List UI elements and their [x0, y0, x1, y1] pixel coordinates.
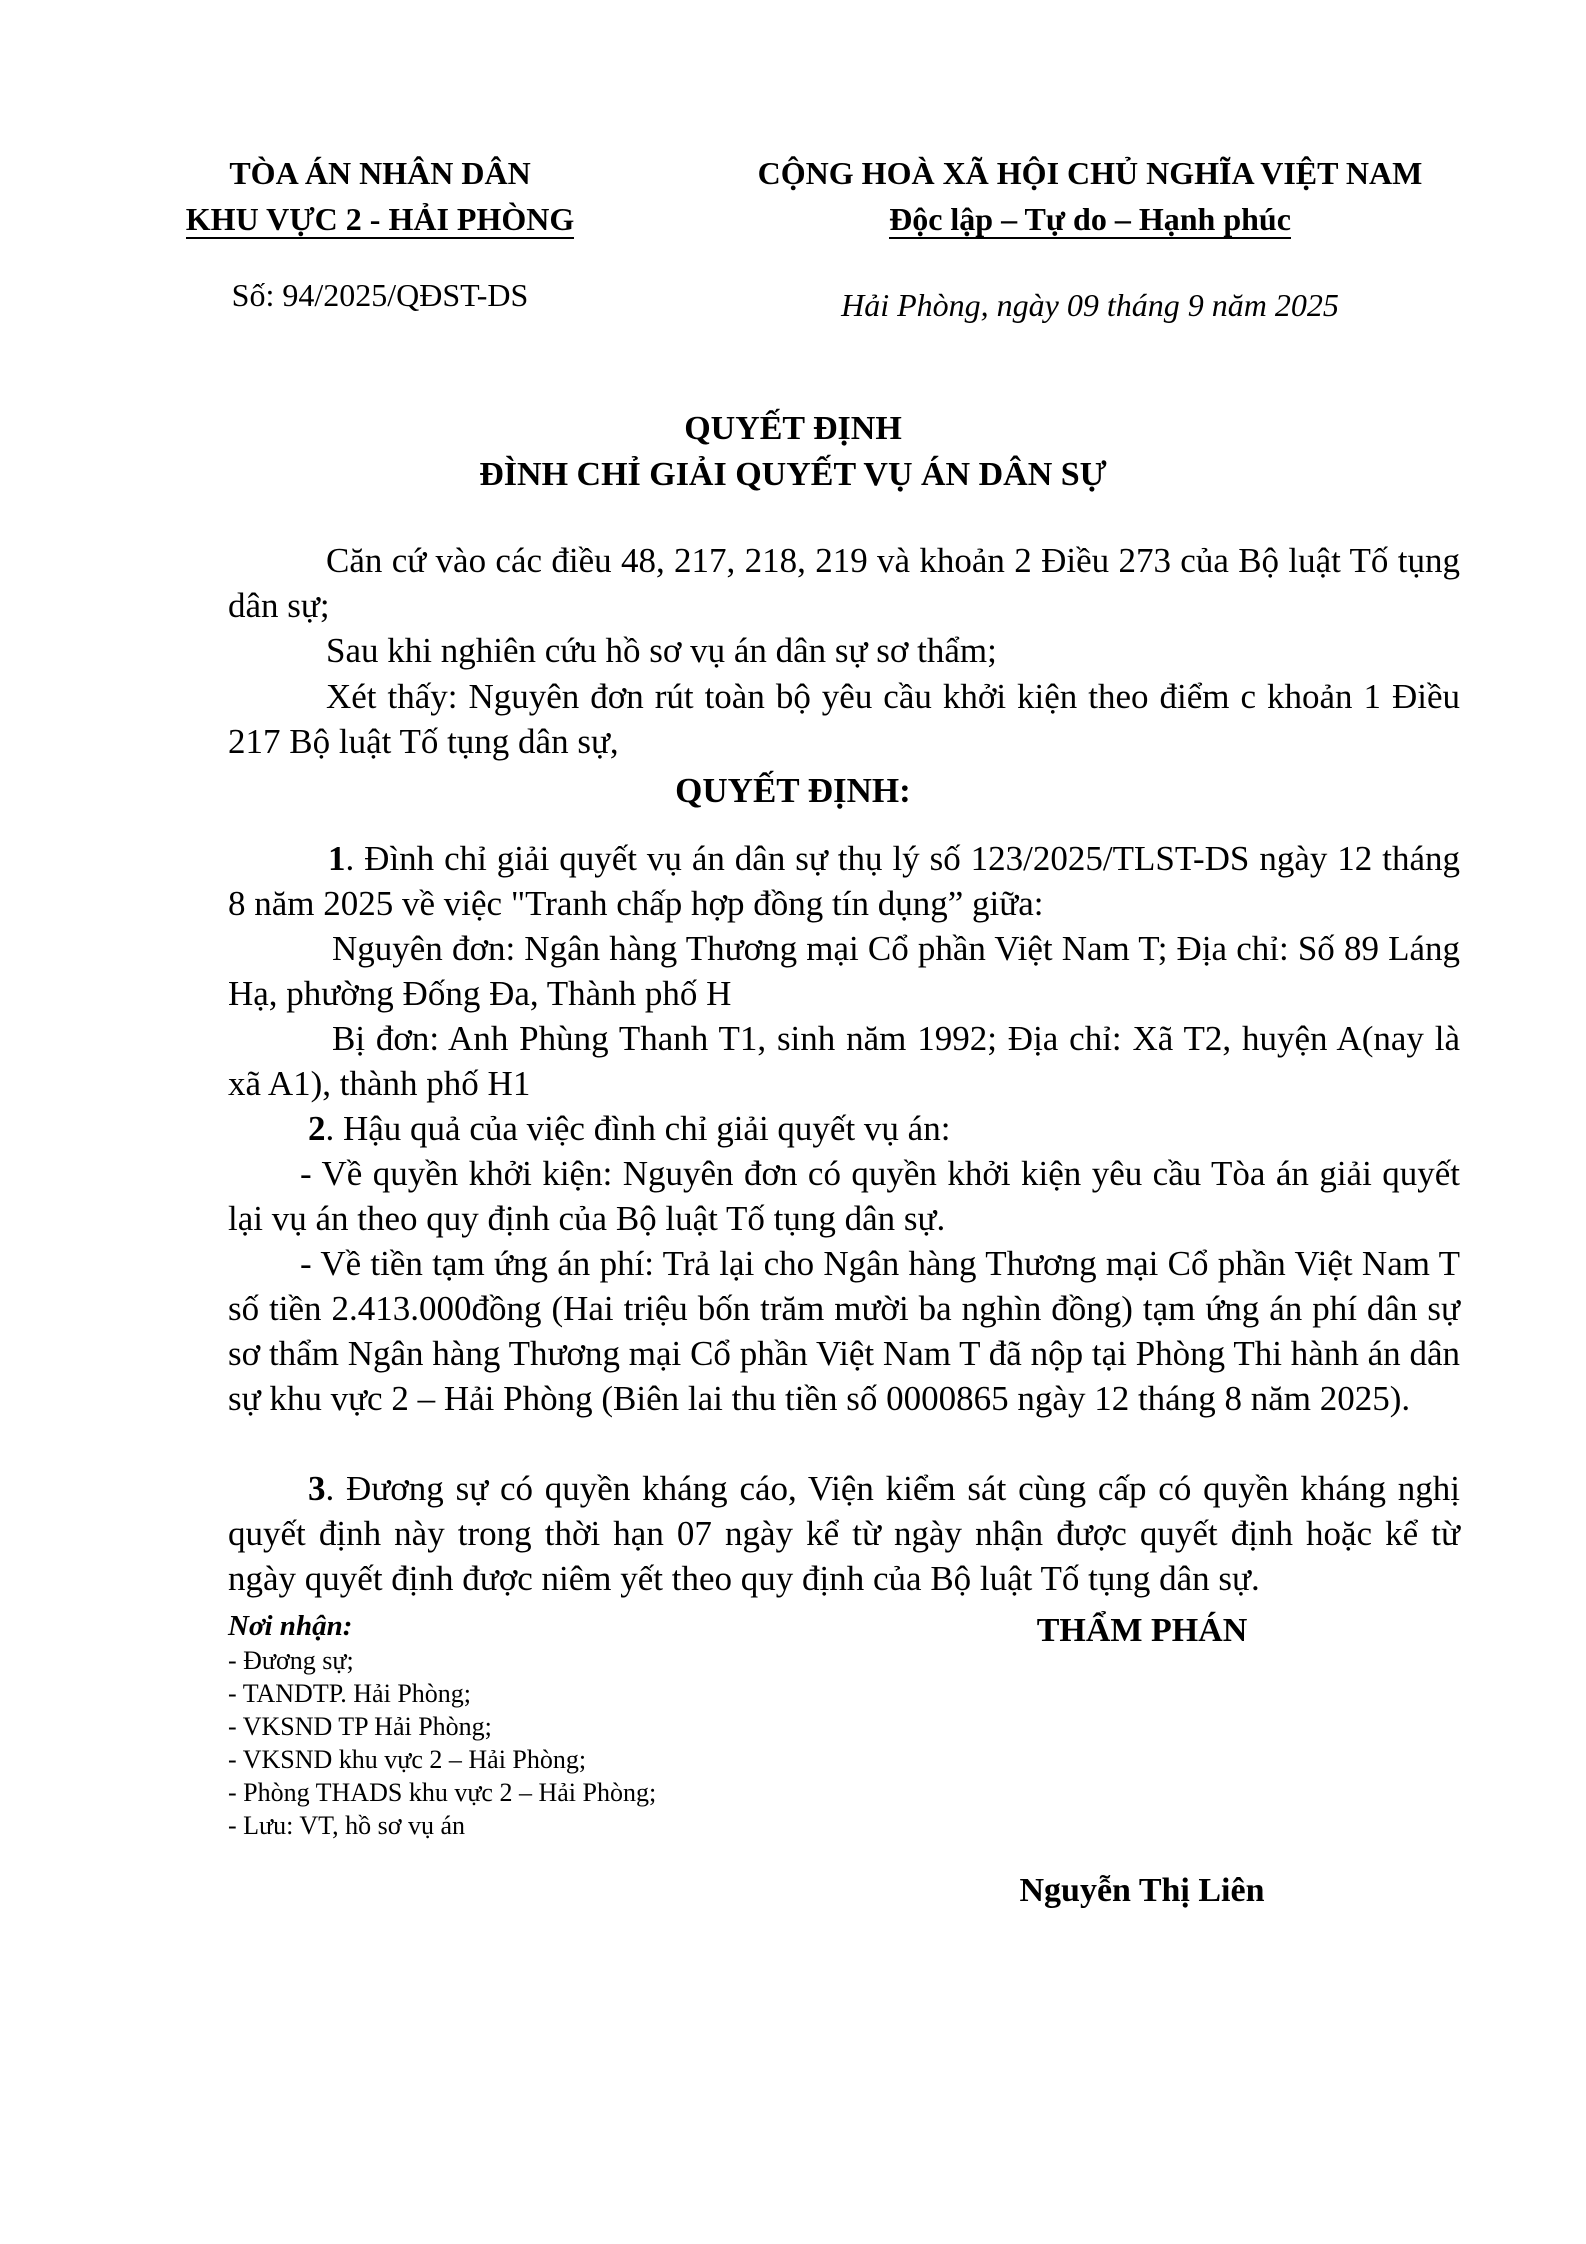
recipient-item: - TANDTP. Hải Phòng;: [228, 1679, 472, 1708]
legal-basis-paragraph: Căn cứ vào các điều 48, 217, 218, 219 và khoản 2 Điều 273 của Bộ luật Tố tụng dân sự;: [228, 541, 1460, 625]
national-motto-block: [710, 150, 1470, 242]
recipients-label: Nơi nhận:: [228, 1610, 353, 1642]
plaintiff-paragraph: Nguyên đơn: Ngân hàng Thương mại Cổ phần Việt Nam T; Địa chỉ: Số 89 Láng Hạ, phường Đống Đa, Thành phố H: [228, 929, 1460, 1013]
recipient-item: - Phòng THADS khu vực 2 – Hải Phòng;: [228, 1778, 657, 1807]
motto-text: Độc lập – Tự do – Hạnh phúc: [889, 201, 1291, 237]
signatory-name: Nguyễn Thị Liên: [1019, 1872, 1265, 1909]
signatory-role: THẨM PHÁN: [1036, 1612, 1248, 1649]
review-paragraph: Sau khi nghiên cứu hồ sơ vụ án dân sự sơ thẩm;: [326, 631, 997, 670]
document-subtitle: ĐÌNH CHỈ GIẢI QUYẾT VỤ ÁN DÂN SỰ: [479, 456, 1107, 493]
item-1-number: 1: [328, 839, 346, 878]
item-1-paragraph: [228, 836, 1460, 926]
item-3-number: 3: [308, 1469, 326, 1508]
court-name-line2-text: KHU VỰC 2 - HẢI PHÒNG: [185, 201, 575, 237]
item-1-text: . Đình chỉ giải quyết vụ án dân sự thụ lý số 123/2025/TLST-DS ngày 12 tháng 8 năm 2025 về việc "Tranh chấp hợp đồng tín dụng” giữa:: [228, 839, 1460, 923]
item-3-text: . Đương sự có quyền kháng cáo, Viện kiểm sát cùng cấp có quyền kháng nghị quyết định này trong thời hạn 07 ngày kể từ ngày nhận được quyết định hoặc kể từ ngày quyết định được niêm yết theo quy định của Bộ luật Tố tụng dân sự.: [228, 1469, 1460, 1598]
recipient-item: - VKSND khu vực 2 – Hải Phòng;: [228, 1745, 587, 1774]
document-title: QUYẾT ĐỊNH: [684, 410, 902, 447]
recipient-item: - Lưu: VT, hồ sơ vụ án: [228, 1811, 466, 1840]
court-fee-paragraph: - Về tiền tạm ứng án phí: Trả lại cho Ngân hàng Thương mại Cổ phần Việt Nam T số tiền 2.413.000đồng (Hai triệu bốn trăm mười ba nghìn đồng) tạm ứng án phí dân sự sơ thẩm Ngân hàng Thương mại Cổ phần Việt Nam T đã nộp tại Phòng Thi hành án dân sự khu vực 2 – Hải Phòng (Biên lai thu tiền số 0000865 ngày 12 tháng 8 năm 2025).: [228, 1244, 1460, 1418]
recipient-item: - Đương sự;: [228, 1646, 354, 1675]
nation-name: CỘNG HOÀ XÃ HỘI CHỦ NGHĨA VIỆT NAM: [757, 155, 1423, 191]
item-2-text: . Hậu quả của việc đình chỉ giải quyết vụ án:: [325, 1109, 951, 1148]
recipients-block: [228, 1608, 656, 1842]
defendant-paragraph: Bị đơn: Anh Phùng Thanh T1, sinh năm 1992; Địa chỉ: Xã T2, huyện A(nay là xã A1), thành phố H1: [228, 1019, 1460, 1103]
item-3-paragraph: [228, 1466, 1460, 1601]
place-date: Hải Phòng, ngày 09 tháng 9 năm 2025: [841, 287, 1339, 323]
item-2-paragraph: [228, 1106, 1460, 1151]
court-name-line1: TÒA ÁN NHÂN DÂN: [229, 155, 531, 191]
decision-heading: QUYẾT ĐỊNH:: [675, 771, 911, 810]
item-2-number: 2: [308, 1109, 326, 1148]
court-name-block: [160, 150, 600, 242]
court-name-line2: [160, 196, 600, 242]
document-number: Số: 94/2025/QĐST-DS: [231, 277, 529, 313]
right-to-sue-paragraph: - Về quyền khởi kiện: Nguyên đơn có quyền khởi kiện yêu cầu Tòa án giải quyết lại vụ án theo quy định của Bộ luật Tố tụng dân sự.: [228, 1154, 1460, 1238]
motto-line: [710, 196, 1470, 242]
recipient-item: - VKSND TP Hải Phòng;: [228, 1712, 492, 1741]
consideration-paragraph: Xét thấy: Nguyên đơn rút toàn bộ yêu cầu khởi kiện theo điểm c khoản 1 Điều 217 Bộ luật Tố tụng dân sự,: [228, 677, 1460, 761]
